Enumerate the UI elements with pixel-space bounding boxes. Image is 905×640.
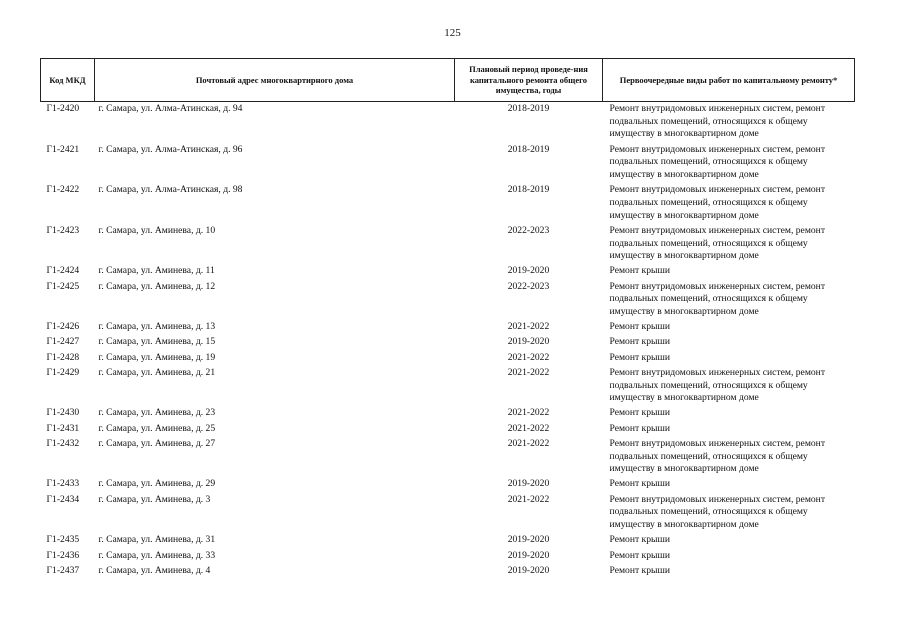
cell-code: Г1-2436 (46, 549, 80, 561)
cell-works: Ремонт крыши (609, 351, 670, 363)
table-row (41, 494, 855, 535)
cell-period: 2021-2022 (507, 321, 550, 333)
cell-period: 2022-2023 (507, 224, 550, 236)
cell-period: 2019-2020 (507, 549, 550, 561)
cell-code: Г1-2432 (46, 437, 80, 449)
cell-address: г. Самара, ул. Аминева, д. 29 (98, 478, 216, 490)
cell-period: 2021-2022 (507, 493, 550, 505)
table-row (41, 225, 855, 266)
table-row (41, 281, 855, 322)
table-row (41, 184, 855, 225)
cell-code: Г1-2437 (46, 564, 80, 576)
cell-works: Ремонт крыши (609, 478, 670, 490)
cell-code: Г1-2425 (46, 280, 80, 292)
table-row (41, 265, 855, 280)
cell-code: Г1-2421 (46, 143, 80, 155)
cell-address: г. Самара, ул. Алма-Атинская, д. 96 (98, 143, 243, 155)
header-period: Плановый период проведе-ния капитального ремонта общего имущества, годы (455, 59, 603, 102)
repair-schedule-table (40, 58, 855, 580)
cell-works: Ремонт крыши (609, 564, 670, 576)
cell-period: 2019-2020 (507, 265, 550, 277)
cell-works: Ремонт крыши (609, 407, 670, 419)
cell-code: Г1-2420 (46, 103, 80, 114)
cell-works: Ремонт крыши (609, 265, 670, 277)
cell-period: 2021-2022 (507, 407, 550, 419)
cell-address: г. Самара, ул. Аминева, д. 33 (98, 549, 216, 561)
cell-code: Г1-2426 (46, 321, 80, 333)
cell-works: Ремонт крыши (609, 549, 670, 561)
table-row (41, 423, 855, 438)
table-row (41, 565, 855, 580)
cell-address: г. Самара, ул. Аминева, д. 19 (98, 351, 216, 363)
cell-works: Ремонт крыши (609, 422, 670, 434)
cell-works: Ремонт внутридомовых инженерных систем, ремонт подвальных помещений, относящихся к общему имуществу в многоквартирном доме (609, 437, 826, 475)
cell-works: Ремонт внутридомовых инженерных систем, ремонт подвальных помещений, относящихся к общему имуществу в многоквартирном доме (609, 493, 826, 531)
cell-address: г. Самара, ул. Аминева, д. 10 (98, 224, 216, 236)
cell-period: 2021-2022 (507, 351, 550, 363)
cell-code: Г1-2430 (46, 407, 80, 419)
table-row (41, 550, 855, 565)
cell-period: 2018-2019 (507, 184, 550, 196)
cell-works: Ремонт внутридомовых инженерных систем, ремонт подвальных помещений, относящихся к общему имуществу в многоквартирном доме (609, 280, 826, 318)
table-row (41, 407, 855, 422)
cell-address: г. Самара, ул. Аминева, д. 27 (98, 437, 216, 449)
cell-code: Г1-2431 (46, 422, 80, 434)
cell-address: г. Самара, ул. Аминева, д. 15 (98, 336, 216, 348)
cell-address: г. Самара, ул. Алма-Атинская, д. 94 (98, 103, 243, 114)
table-row (41, 321, 855, 336)
cell-code: Г1-2434 (46, 493, 80, 505)
table-row (41, 336, 855, 351)
page-number: 125 (444, 27, 461, 39)
cell-code: Г1-2424 (46, 265, 80, 277)
cell-address: г. Самара, ул. Аминева, д. 13 (98, 321, 216, 333)
cell-address: г. Самара, ул. Аминева, д. 12 (98, 280, 216, 292)
cell-address: г. Самара, ул. Аминева, д. 23 (98, 407, 216, 419)
table-row (41, 144, 855, 185)
header-code: Код МКД (41, 59, 95, 102)
cell-works: Ремонт внутридомовых инженерных систем, ремонт подвальных помещений, относящихся к общему имуществу в многоквартирном доме (609, 184, 826, 221)
cell-works: Ремонт внутридомовых инженерных систем, ремонт подвальных помещений, относящихся к общему имуществу в многоквартирном доме (609, 366, 826, 404)
cell-works: Ремонт внутридомовых инженерных систем, ремонт подвальных помещений, относящихся к общему имуществу в многоквартирном доме (609, 224, 826, 262)
cell-works: Ремонт крыши (609, 336, 670, 348)
header-address: Почтовый адрес многоквартирного дома (95, 59, 455, 102)
cell-code: Г1-2427 (46, 336, 80, 348)
cell-address: г. Самара, ул. Аминева, д. 4 (98, 564, 211, 576)
cell-address: г. Самара, ул. Аминева, д. 21 (98, 366, 216, 378)
cell-period: 2019-2020 (507, 478, 550, 490)
cell-period: 2018-2019 (507, 143, 550, 155)
header-works: Первоочередные виды работ по капитальному ремонту* (603, 59, 855, 102)
cell-period: 2018-2019 (507, 103, 550, 114)
table-row (41, 534, 855, 549)
cell-address: г. Самара, ул. Аминева, д. 25 (98, 422, 216, 434)
cell-period: 2022-2023 (507, 280, 550, 292)
cell-period: 2021-2022 (507, 366, 550, 378)
cell-address: г. Самара, ул. Аминева, д. 3 (98, 493, 211, 505)
cell-code: Г1-2422 (46, 184, 80, 196)
cell-code: Г1-2429 (46, 366, 80, 378)
cell-address: г. Самара, ул. Аминева, д. 11 (98, 265, 215, 277)
cell-period: 2019-2020 (507, 336, 550, 348)
cell-period: 2019-2020 (507, 564, 550, 576)
cell-works: Ремонт крыши (609, 321, 670, 333)
cell-code: Г1-2423 (46, 224, 80, 236)
table-row (41, 102, 855, 144)
table-row (41, 367, 855, 408)
cell-address: г. Самара, ул. Алма-Атинская, д. 98 (98, 184, 243, 196)
cell-works: Ремонт внутридомовых инженерных систем, ремонт подвальных помещений, относящихся к общему имуществу в многоквартирном доме (609, 103, 826, 140)
table-row (41, 478, 855, 493)
table-row (41, 352, 855, 367)
cell-works: Ремонт крыши (609, 534, 670, 546)
cell-address: г. Самара, ул. Аминева, д. 31 (98, 534, 216, 546)
cell-code: Г1-2433 (46, 478, 80, 490)
cell-code: Г1-2435 (46, 534, 80, 546)
table-header (41, 59, 855, 102)
cell-period: 2021-2022 (507, 422, 550, 434)
table-body (41, 102, 855, 580)
table-row (41, 438, 855, 479)
cell-code: Г1-2428 (46, 351, 80, 363)
cell-period: 2019-2020 (507, 534, 550, 546)
cell-works: Ремонт внутридомовых инженерных систем, ремонт подвальных помещений, относящихся к общему имуществу в многоквартирном доме (609, 143, 826, 181)
header-row (41, 59, 855, 102)
cell-period: 2021-2022 (507, 437, 550, 449)
